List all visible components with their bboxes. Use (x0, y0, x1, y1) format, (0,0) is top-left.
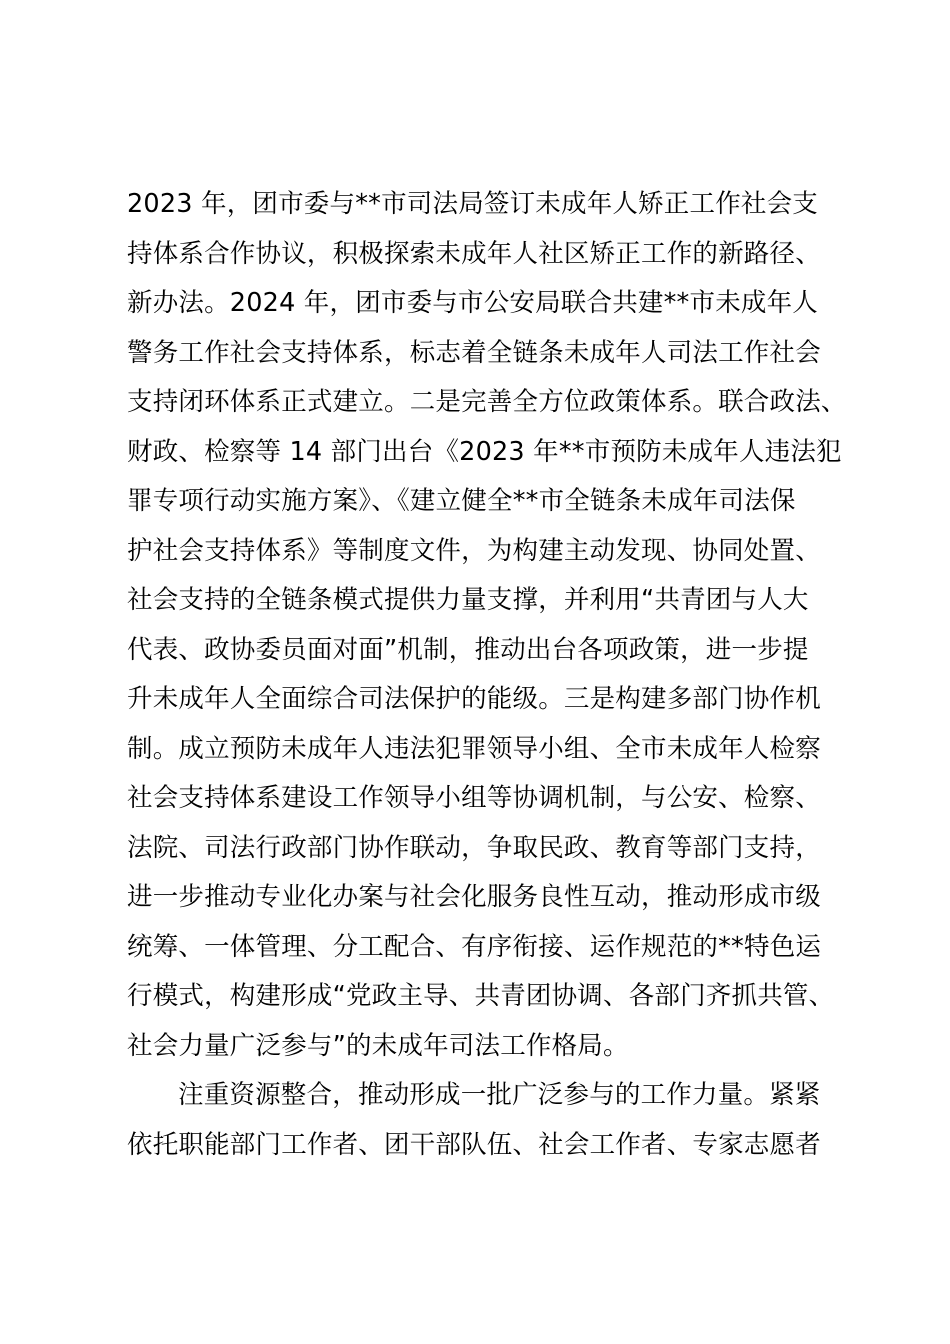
text-line: 行模式，构建形成“党政主导、共青团协调、各部门齐抓共管、 (127, 981, 835, 1011)
text-line: 罪专项行动实施方案》、《建立健全**市全链条未成年司法保 (127, 486, 796, 516)
paragraph-start-line: 注重资源整合，推动形成一批广泛参与的工作力量。紧紧 (178, 1080, 821, 1110)
text-line: 警务工作社会支持体系，标志着全链条未成年人司法工作社会 (127, 337, 821, 368)
text-line: 法院、司法行政部门协作联动，争取民政、教育等部门支持， (127, 832, 821, 863)
text-line: 财政、检察等 14 部门出台《2023 年**市预防未成年人违法犯 (127, 436, 842, 467)
text-line: 社会支持体系建设工作领导小组等协调机制，与公安、检察、 (127, 783, 821, 813)
text-line: 新办法。2024 年，团市委与市公安局联合共建**市未成年人 (127, 288, 819, 318)
text-line: 制。成立预防未成年人违法犯罪领导小组、全市未成年人检察 (127, 733, 821, 764)
text-line: 2023 年，团市委与**市司法局签订未成年人矫正工作社会支 (127, 189, 819, 219)
text-line: 持体系合作协议，积极探索未成年人社区矫正工作的新路径、 (127, 238, 821, 269)
text-line: 支持闭环体系正式建立。二是完善全方位政策体系。联合政法、 (127, 387, 847, 417)
text-line: 统筹、一体管理、分工配合、有序衔接、运作规范的**特色运 (127, 931, 822, 962)
text-line: 社会力量广泛参与”的未成年司法工作格局。 (127, 1030, 629, 1061)
text-line: 护社会支持体系》等制度文件，为构建主动发现、协同处置、 (127, 535, 821, 566)
text-line: 依托职能部门工作者、团干部队伍、社会工作者、专家志愿者 (127, 1129, 821, 1160)
body-text (127, 180, 847, 1170)
text-line: 代表、政协委员面对面”机制，推动出台各项政策，进一步提 (127, 634, 809, 665)
text-line: 进一步推动专业化办案与社会化服务良性互动，推动形成市级 (127, 882, 821, 912)
text-line: 社会支持的全链条模式提供力量支撑，并利用“共青团与人大 (127, 585, 809, 615)
text-line: 升未成年人全面综合司法保护的能级。三是构建多部门协作机 (127, 684, 821, 714)
